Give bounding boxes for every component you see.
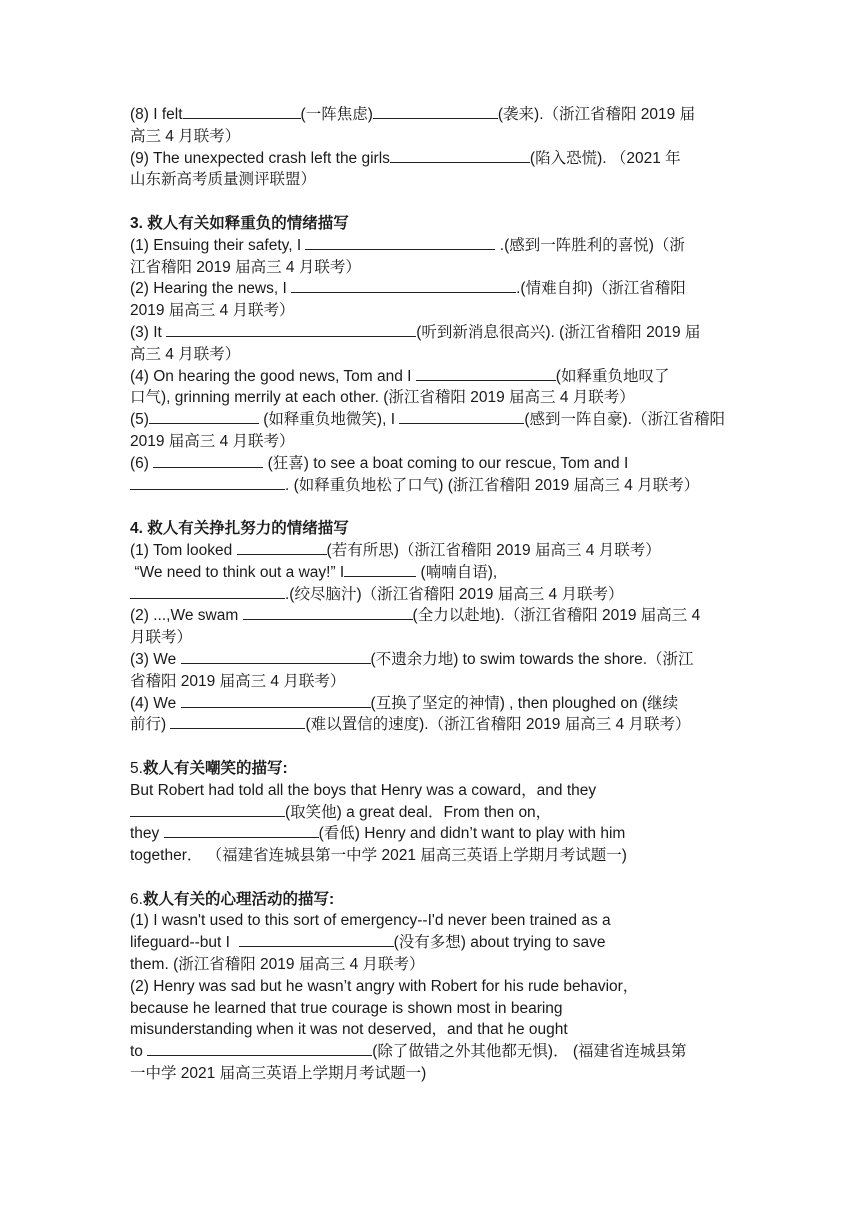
section-3-heading: 3. 救人有关如释重负的情绪描写 xyxy=(130,214,349,232)
answer-blank[interactable] xyxy=(239,932,394,947)
item-hint: 前行) xyxy=(130,716,167,734)
item-4-4-cont xyxy=(130,714,734,736)
section-5-heading xyxy=(130,758,734,780)
answer-blank[interactable] xyxy=(166,322,416,337)
item-3-5-cont: 2019 届高三 4 月联考） xyxy=(130,432,295,450)
item-text: (4) We xyxy=(130,694,177,712)
sec5-line-3 xyxy=(130,823,734,845)
item-3-1 xyxy=(130,235,734,257)
item-4-2-cont: 月联考） xyxy=(130,629,193,647)
answer-blank[interactable] xyxy=(164,823,319,838)
item-hint: (狂喜) to see a boat coming to our rescue, Tom and I xyxy=(263,454,629,472)
item-3-6 xyxy=(130,453,734,475)
item-source: (袭来).（浙江省稽阳 2019 届 xyxy=(497,106,696,123)
item-2-9-cont: 山东新高考质量测评联盟） xyxy=(130,171,317,189)
answer-blank[interactable] xyxy=(373,104,498,119)
item-hint: (听到新消息很高兴). (浙江省稽阳 2019 届 xyxy=(416,323,701,341)
item-text: they xyxy=(130,825,160,843)
answer-blank[interactable] xyxy=(170,714,305,729)
item-hint: (取笑他) a great deal．From then on， xyxy=(285,803,552,821)
answer-blank[interactable] xyxy=(399,409,524,424)
item-hint: .(感到一阵胜利的喜悦)（浙 xyxy=(495,236,685,254)
item-4-3 xyxy=(130,649,734,671)
answer-blank[interactable] xyxy=(344,562,416,577)
sec6-line-7 xyxy=(130,1041,734,1063)
sec5-line-2 xyxy=(130,802,734,824)
item-3-2-cont: 2019 届高三 4 月联考） xyxy=(130,302,295,320)
answer-blank[interactable] xyxy=(181,649,371,664)
item-3-3 xyxy=(130,322,734,344)
item-text: “We need to think out a way!” I xyxy=(134,563,345,581)
item-hint: (难以置信的速度).（浙江省稽阳 2019 届高三 4 月联考） xyxy=(305,716,691,734)
item-4-1 xyxy=(130,540,734,562)
item-2-9 xyxy=(130,148,734,170)
item-4-1c xyxy=(130,584,734,606)
item-hint: (没有多想) about trying to save xyxy=(393,934,606,952)
section-title: 救人有关嘲笑的描写: xyxy=(142,759,288,777)
item-text: (6) xyxy=(130,454,149,472)
item-hint: (看低) Henry and didn’t want to play with him xyxy=(318,825,626,843)
sec6-line-8: 一中学 2021 届高三英语上学期月考试题一) xyxy=(130,1065,427,1083)
item-hint: (若有所思)（浙江省稽阳 2019 届高三 4 月联考） xyxy=(326,541,661,559)
sec6-line-2 xyxy=(130,932,734,954)
item-hint: (如释重负地微笑), I xyxy=(258,411,396,429)
item-hint: (除了做错之外其他都无惧)． (福建省连城县第 xyxy=(372,1043,687,1061)
answer-blank[interactable] xyxy=(305,235,495,250)
item-3-4 xyxy=(130,366,734,388)
section-number: 6. xyxy=(130,890,143,908)
item-3-2 xyxy=(130,278,734,300)
item-hint: (如释重负地叹了 xyxy=(555,367,670,385)
answer-blank[interactable] xyxy=(149,409,259,424)
item-2-8-cont: 高三 4 月联考） xyxy=(130,127,241,145)
item-hint: (感到一阵自豪).（浙江省稽阳 xyxy=(524,411,725,429)
item-text: to xyxy=(130,1043,143,1061)
answer-blank[interactable] xyxy=(243,605,413,620)
document-page xyxy=(130,104,734,1085)
answer-blank[interactable] xyxy=(237,540,327,555)
answer-blank[interactable] xyxy=(416,366,556,381)
item-hint: .(绞尽脑汁)（浙江省稽阳 2019 届高三 4 月联考） xyxy=(285,585,624,603)
item-text: (3) We xyxy=(130,650,177,668)
answer-blank[interactable] xyxy=(183,104,301,119)
sec6-line-3: them. (浙江省稽阳 2019 届高三 4 月联考） xyxy=(130,956,425,974)
item-text: (2) ...,We swam xyxy=(130,607,239,625)
item-source: (陷入恐慌). （2021 年 xyxy=(529,149,681,167)
item-hint: (一阵焦虑) xyxy=(300,106,373,123)
item-hint: (喃喃自语), xyxy=(416,563,498,581)
item-text: (4) On hearing the good news, Tom and I xyxy=(130,367,412,385)
answer-blank[interactable] xyxy=(130,584,285,599)
sec6-line-4: (2) Henry was sad but he wasn’t angry with Robert for his rude behavior， xyxy=(130,977,639,995)
item-text: (5) xyxy=(130,411,149,429)
item-4-4 xyxy=(130,693,734,715)
item-3-3-cont: 高三 4 月联考） xyxy=(130,345,241,363)
item-text: (9) The unexpected crash left the girls xyxy=(130,149,390,167)
item-4-3-cont: 省稽阳 2019 届高三 4 月联考） xyxy=(130,672,346,690)
item-hint: . (如释重负地松了口气) (浙江省稽阳 2019 届高三 4 月联考） xyxy=(285,476,700,494)
item-text: (2) Hearing the news, I xyxy=(130,280,287,298)
section-title: 救人有关的心理活动的描写: xyxy=(142,890,335,908)
answer-blank[interactable] xyxy=(130,802,285,817)
item-hint: (互换了坚定的神情) , then ploughed on (继续 xyxy=(370,694,679,712)
answer-blank[interactable] xyxy=(291,278,516,293)
item-4-2 xyxy=(130,605,734,627)
answer-blank[interactable] xyxy=(153,453,263,468)
sec5-line-1: But Robert had told all the boys that Henry was a coward，and they xyxy=(130,781,597,799)
item-text: (1) Tom looked xyxy=(130,541,233,559)
item-3-1-cont: 江省稽阳 2019 届高三 4 月联考） xyxy=(130,258,361,276)
item-text: (1) Ensuing their safety, I xyxy=(130,236,302,254)
section-6-heading xyxy=(130,889,734,911)
item-text: (8) I felt xyxy=(130,106,183,123)
answer-blank[interactable] xyxy=(390,148,530,163)
sec6-line-1: (1) I wasn't used to this sort of emergency--I'd never been trained as a xyxy=(130,912,611,930)
section-number: 5. xyxy=(130,759,143,777)
item-hint: .(情难自抑)（浙江省稽阳 xyxy=(516,280,686,298)
sec6-line-5: because he learned that true courage is shown most in bearing xyxy=(130,999,563,1017)
answer-blank[interactable] xyxy=(130,475,285,490)
item-3-5 xyxy=(130,409,734,431)
item-4-1b xyxy=(130,562,734,584)
item-text: (3) It xyxy=(130,323,162,341)
answer-blank[interactable] xyxy=(181,693,371,708)
item-2-8 xyxy=(130,104,734,126)
item-hint: (全力以赴地).（浙江省稽阳 2019 届高三 4 xyxy=(412,607,701,625)
item-text: lifeguard--but I xyxy=(130,934,230,952)
sec6-line-6: misunderstanding when it was not deserved，and that he ought xyxy=(130,1021,568,1039)
section-4-heading: 4. 救人有关挣扎努力的情绪描写 xyxy=(130,520,349,538)
item-hint: (不遗余力地) to swim towards the shore.（浙江 xyxy=(370,650,694,668)
item-3-4-cont: 口气), grinning merrily at each other. (浙江省稽阳 2019 届高三 4 月联考） xyxy=(130,389,635,407)
sec5-line-4: together． （福建省连城县第一中学 2021 届高三英语上学期月考试题一) xyxy=(130,847,627,865)
answer-blank[interactable] xyxy=(147,1041,372,1056)
item-3-6-cont xyxy=(130,475,734,497)
